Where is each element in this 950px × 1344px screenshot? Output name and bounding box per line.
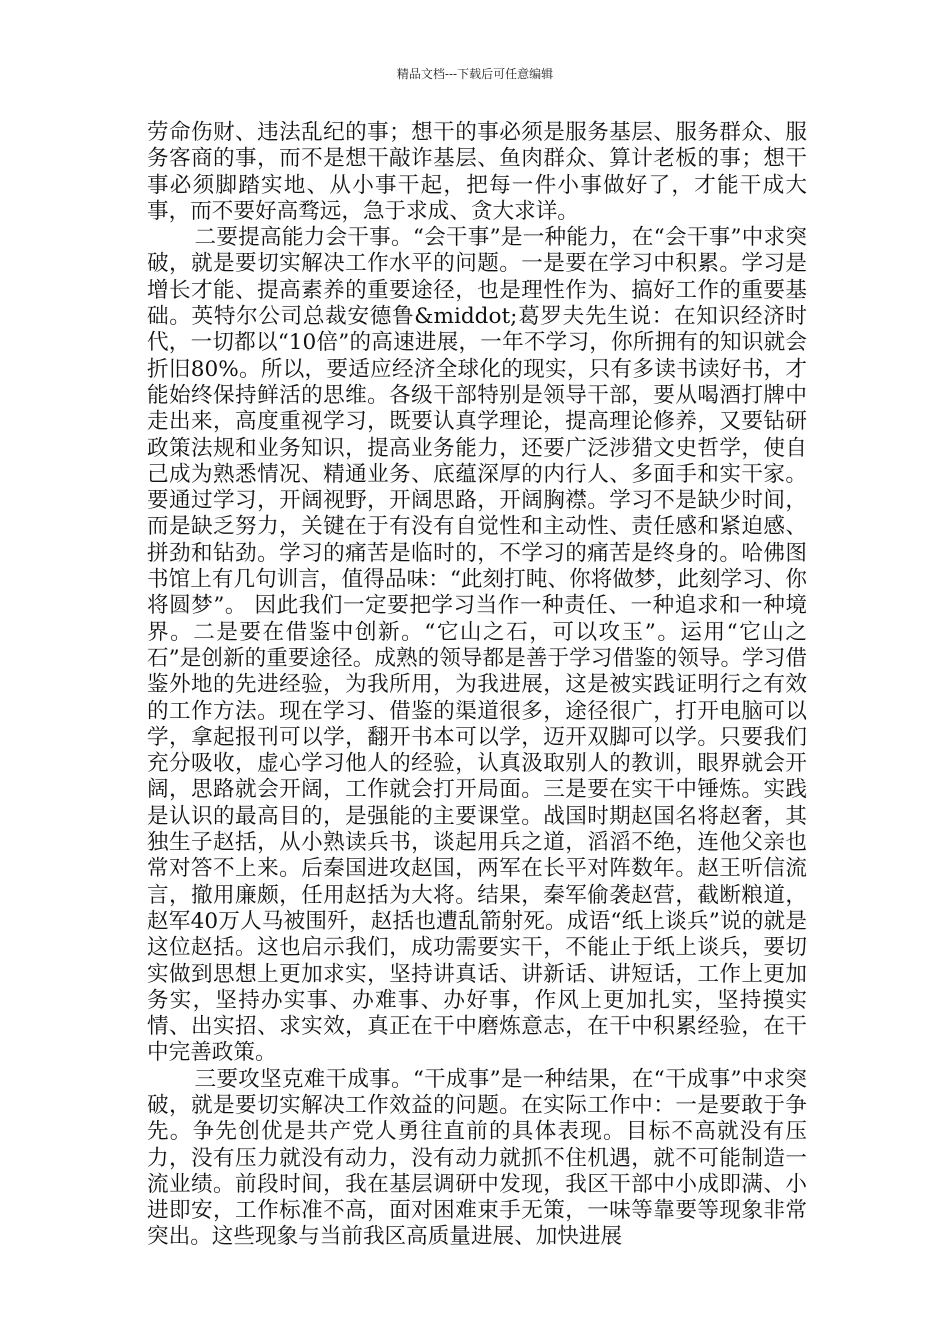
document-body bbox=[147, 120, 807, 1251]
paragraph-ability: 二要提高能力会干事。“会干事”是一种能力，在“会干事”中求突破，就是要切实解决工作水平的问题。一是要在学习中积累。学习是增长才能、提高素养的重要途径，也是理性作为、搞好工作的重要基础。英特尔公司总裁安德鲁&middot;葛罗夫先生说：在知识经济时代，一切都以“10倍”的高速进展，一年不学习，你所拥有的知识就会折旧80%。所以，要适应经济全球化的现实，只有多读书读好书，才能始终保持鲜活的思维。各级干部特别是领导干部，要从喝酒打牌中走出来，高度重视学习，既要认真学理论，提高理论修养，又要钻研政策法规和业务知识，提高业务能力，还要广泛涉猎文史哲学，使自己成为熟悉情况、精通业务、底蕴深厚的内行人、多面手和实干家。要通过学习，开阔视野，开阔思路，开阔胸襟。学习不是缺少时间，而是缺乏努力，关键在于有没有自觉性和主动性、责任感和紧迫感、拼劲和钻劲。学习的痛苦是临时的，不学习的痛苦是终身的。哈佛图书馆上有几句训言，值得品味：“此刻打盹、你将做梦，此刻学习、你将圆梦”。 因此我们一定要把学习当作一种责任、一种追求和一种境界。二是要在借鉴中创新。“它山之石，可以攻玉”。运用“它山之石”是创新的重要途径。成熟的领导都是善于学习借鉴的领导。学习借鉴外地的先进经验，为我所用，为我进展，这是被实践证明行之有效的工作方法。现在学习、借鉴的渠道很多，途径很广，打开电脑可以学，拿起报刊可以学，翻开书本可以学，迈开双脚可以学。只要我们充分吸收，虚心学习他人的经验，认真汲取别人的教训，眼界就会开阔，思路就会开阔，工作就会打开局面。三是要在实干中锤炼。实践是认识的最高目的，是强能的主要课堂。战国时期赵国名将赵奢，其独生子赵括，从小熟读兵书，谈起用兵之道，滔滔不绝，连他父亲也常对答不上来。后秦国进攻赵国，两军在长平对阵数年。赵王听信流言，撤用廉颇，任用赵括为大将。结果，秦军偷袭赵营，截断粮道，赵军40万人马被围歼，赵括也遭乱箭射死。成语“纸上谈兵”说的就是这位赵括。这也启示我们，成功需要实干，不能止于纸上谈兵，要切实做到思想上更加求实，坚持讲真话、讲新话、讲短话，工作上更加务实，坚持办实事、办难事、办好事，作风上更加扎实，坚持摸实情、出实招、求实效，真正在干中磨炼意志，在干中积累经验，在干中完善政策。 bbox=[147, 225, 807, 1066]
paragraph-achievement: 三要攻坚克难干成事。“干成事”是一种结果，在“干成事”中求突破，就是要切实解决工作效益的问题。在实际工作中：一是要敢于争先。争先创优是共产党人勇往直前的具体表现。目标不高就没有压力，没有压力就没有动力，没有动力就抓不住机遇，就不可能制造一流业绩。前段时间，我在基层调研中发现，我区干部中小成即满、小进即安，工作标准不高，面对困难束手无策，一味等靠要等现象非常突出。这些现象与当前我区高质量进展、加快进展 bbox=[147, 1066, 807, 1250]
paragraph-continuation: 劳命伤财、违法乱纪的事；想干的事必须是服务基层、服务群众、服务客商的事，而不是想干敲诈基层、鱼肉群众、算计老板的事；想干事必须脚踏实地、从小事干起，把每一件小事做好了，才能干成大事，而不要好高骛远，急于求成、贪大求详。 bbox=[147, 120, 807, 224]
page-header: 精品文档---下载后可任意编辑 bbox=[396, 67, 554, 81]
